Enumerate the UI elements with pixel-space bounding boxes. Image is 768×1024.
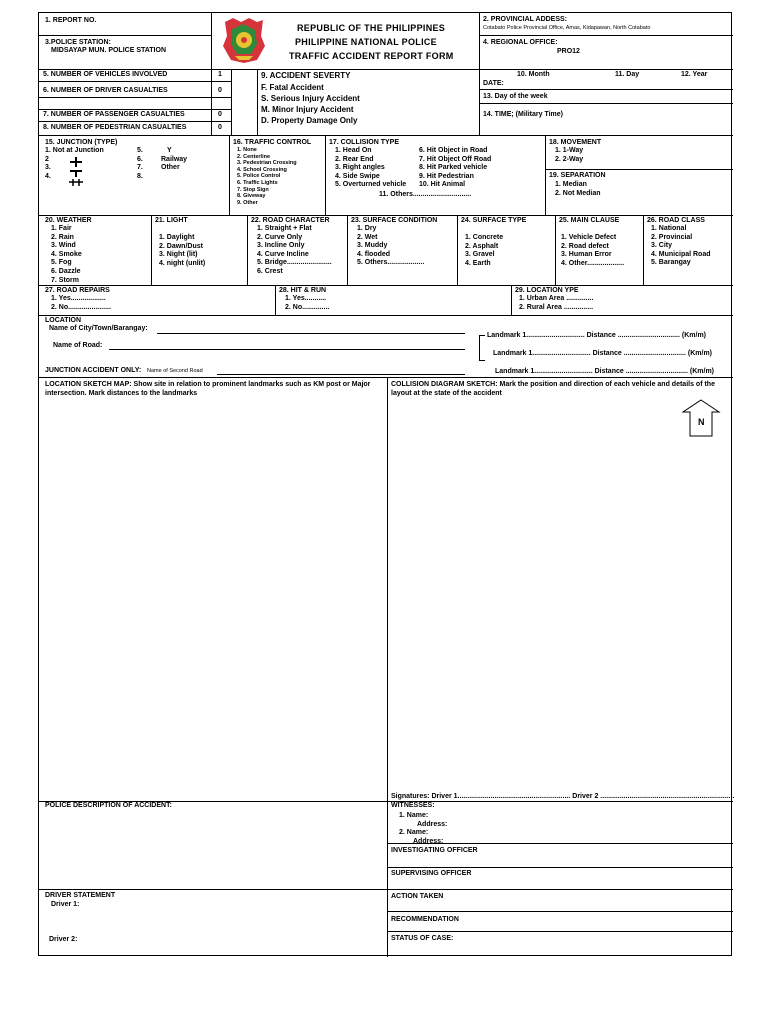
junction-item-label: Y [167, 147, 172, 154]
location-sketch-map-label: LOCATION SKETCH MAP: Show site in relation to prominent landmarks such as KM post or Major intersection. Mark distances to the landmarks [45, 381, 371, 397]
police-description-label: POLICE DESCRIPTION OF ACCIDENT: [45, 802, 172, 809]
vehicles-involved-label: 5. NUMBER OF VEHICLES INVOLVED [43, 71, 168, 78]
junction-item-label: Other [161, 164, 180, 172]
road-character-title: 22. ROAD CHARACTER [251, 217, 330, 224]
surface-type-item: 2. Asphalt [465, 242, 499, 250]
junction-item-num: 5. [137, 147, 143, 154]
junction-type-title: 15. JUNCTION (TYPE) [45, 139, 118, 146]
road-repairs-item: 2. No...................... [51, 303, 111, 311]
light-item: 2. Dawn/Dust [159, 242, 203, 250]
collision-item: 10. Hit Animal [419, 181, 466, 189]
regional-office-label: 4. REGIONAL OFFICE: [483, 39, 558, 46]
status-of-case-label: STATUS OF CASE: [391, 935, 454, 942]
north-label: N [698, 417, 705, 427]
road-name-label: Name of Road: [53, 342, 103, 349]
investigating-officer-label: INVESTIGATING OFFICER [391, 847, 478, 854]
collision-item: 6. Hit Object in Road [419, 147, 488, 154]
road-class-item: 1. National [651, 225, 687, 232]
day-of-week-label: 13. Day of the week [483, 93, 548, 100]
weather-item: 3. Wind [51, 242, 76, 250]
movement-item: 1. 1-Way [555, 147, 584, 154]
accident-severity-title: 9. ACCIDENT SEVERTY [261, 71, 351, 80]
main-clause-list [561, 234, 624, 268]
witness-2-address: Address: [413, 838, 444, 845]
surface-condition-item: 3. Muddy [357, 242, 388, 250]
police-station-label: 3.POLICE STATION: [45, 39, 111, 46]
hit-run-list [285, 295, 329, 312]
junction-item: 2 [45, 155, 49, 163]
collision-item: 3. Right angles [335, 164, 385, 172]
light-item: 1. Daylight [159, 234, 195, 241]
collision-type-list-left [335, 147, 406, 190]
weather-item: 2. Rain [51, 233, 74, 241]
separation-list [555, 181, 601, 198]
surface-condition-item: 1. Dry [357, 225, 377, 232]
road-repairs-list [51, 295, 111, 312]
location-type-title: 29. LOCATION YPE [515, 287, 579, 294]
police-station-value: MIDSAYAP MUN. POLICE STATION [51, 47, 166, 54]
junction-accident-only-label: JUNCTION ACCIDENT ONLY: [45, 367, 142, 374]
surface-condition-item: 4. flooded [357, 250, 391, 258]
landmark-1-line-a: Landmark 1.............................. Distance ................................ (Km/m) [487, 332, 706, 339]
collision-diagram-area[interactable] [389, 401, 731, 787]
road-character-item: 4. Curve Incline [257, 250, 309, 258]
collision-type-list-right [419, 147, 491, 190]
surface-condition-list [357, 225, 424, 268]
road-character-item: 3. Incline Only [257, 242, 305, 250]
collision-item: 4. Side Swipe [335, 172, 380, 180]
landmark-bracket [479, 335, 485, 361]
day-label: 11. Day [615, 71, 640, 78]
road-class-item: 4. Municipal Road [651, 250, 711, 258]
pedestrian-casualties-value: 0 [218, 124, 222, 131]
provincial-address-value: Cotabato Police Provincial Office, Amas, Kidapawan, North Cotabato [483, 25, 651, 31]
year-label: 12. Year [681, 71, 708, 78]
junction-type-list-right [137, 147, 143, 181]
traffic-control-item: 5. Police Control [237, 173, 281, 180]
hit-run-item: 1. Yes........... [285, 295, 327, 302]
passenger-casualties-label: 7. NUMBER OF PASSENGER CASUALTIES [43, 111, 185, 118]
road-class-title: 26. ROAD CLASS [647, 217, 705, 224]
driver-casualties-label: 6. NUMBER OF DRIVER CASUALTIES [43, 87, 168, 94]
hit-run-item: 2. No.............. [285, 303, 330, 311]
junction-item-num: 6. [137, 155, 143, 163]
form-title-report: TRAFFIC ACCIDENT REPORT FORM [289, 51, 454, 61]
location-sketch-area[interactable] [41, 401, 385, 799]
surface-type-item: 3. Gravel [465, 251, 495, 259]
light-title: 21. LIGHT [155, 217, 188, 224]
witness-1-name: 1. Name: [399, 812, 429, 819]
junction-diagrams-icon [67, 157, 85, 187]
time-label: 14. TIME; (Military Time) [483, 111, 563, 118]
surface-type-item: 1. Concrete [465, 234, 504, 241]
passenger-casualties-value: 0 [218, 111, 222, 118]
driver-casualties-value: 0 [218, 87, 222, 94]
junction-item-num: 7. [137, 164, 143, 172]
recommendation-label: RECOMMENDATION [391, 916, 459, 923]
junction-item: 1. Not at Junction [45, 147, 104, 154]
city-town-label: Name of City/Town/Barangay: [49, 325, 148, 332]
traffic-control-item: 8. Giveway [237, 193, 266, 200]
road-repairs-title: 27. ROAD REPAIRS [45, 287, 110, 294]
landmark-1-line-b: Landmark 1.............................. Distance ................................ (Km/m) [493, 350, 712, 357]
road-character-item: 2. Curve Only [257, 233, 303, 241]
road-repairs-item: 1. Yes.................. [51, 295, 106, 302]
collision-diagram-label: COLLISION DIAGRAM SKETCH: Mark the position and direction of each vehicle and details of the layout at the state of the accident [391, 381, 715, 397]
traffic-control-item: 3. Pedestrian Crossing [237, 160, 297, 167]
light-item: 3. Night (lit) [159, 251, 198, 259]
weather-list [51, 225, 82, 285]
collision-item: 8. Hit Parked vehicle [419, 164, 488, 172]
traffic-accident-report-form [38, 12, 735, 956]
month-label: 10. Month [517, 71, 550, 78]
surface-condition-item: 2. Wet [357, 233, 378, 241]
driver-signatures: Signatures: Driver 1.......................................................... Driver 2 ..................................................................... [391, 793, 735, 800]
traffic-control-title: 16. TRAFFIC CONTROL [233, 139, 312, 146]
surface-type-title: 24. SURFACE TYPE [461, 217, 527, 224]
traffic-control-item: 6. Traffic Lights [237, 179, 278, 186]
severity-property: D. Property Damage Only [261, 116, 358, 125]
junction-type-labels-right [161, 147, 187, 173]
location-type-item: 1. Urban Area .............. [519, 295, 594, 302]
weather-item: 1. Fair [51, 225, 72, 232]
witness-1-address: Address: [417, 821, 448, 828]
road-character-list [257, 225, 332, 277]
collision-others: 11. Others.............................. [379, 191, 472, 198]
main-clause-item: 1. Vehicle Defect [561, 234, 617, 241]
vehicles-involved-value: 1 [218, 71, 222, 78]
separation-title: 19. SEPARATION [549, 172, 606, 179]
junction-item-label: Railway [161, 155, 188, 163]
witness-2-name: 2. Name: [399, 829, 429, 836]
severity-fatal: F. Fatal Accident [261, 83, 324, 92]
movement-list [555, 147, 583, 164]
driver-2-statement: Driver 2: [49, 936, 78, 943]
collision-item: 9. Hit Pedestrian [419, 172, 474, 180]
main-clause-item: 4. Other................... [561, 259, 625, 267]
supervising-officer-label: SUPERVISING OFFICER [391, 870, 472, 877]
main-clause-item: 3. Human Error [561, 251, 612, 259]
junction-item: 3. [45, 164, 51, 172]
traffic-control-item: 7. Stop Sign [237, 186, 269, 193]
collision-item: 5. Overturned vehicle [335, 181, 407, 189]
location-type-list [519, 295, 593, 312]
collision-item: 7. Hit Object Off Road [419, 155, 492, 163]
main-clause-title: 25. MAIN CLAUSE [559, 217, 620, 224]
separation-item: 2. Not Median [555, 189, 601, 197]
road-character-item: 5. Bridge....................... [257, 259, 332, 267]
action-taken-label: ACTION TAKEN [391, 893, 444, 900]
form-title-pnp: PHILIPPINE NATIONAL POLICE [295, 37, 437, 47]
date-label: DATE: [483, 80, 504, 87]
collision-type-title: 17. COLLISION TYPE [329, 139, 400, 146]
road-class-item: 2. Provincial [651, 233, 693, 241]
traffic-control-item: 4. School Crossing [237, 166, 287, 173]
road-character-item: 1. Straight + Flat [257, 225, 312, 232]
location-type-item: 2. Rural Area ............... [519, 303, 594, 311]
road-class-item: 5. Barangay [651, 259, 691, 267]
severity-minor: M. Minor Injury Accident [261, 105, 354, 114]
pedestrian-casualties-label: 8. NUMBER OF PEDESTRIAN CASUALTIES [43, 124, 187, 131]
provincial-address-label: 2. PROVINCIAL ADDESS: [483, 16, 568, 23]
surface-type-item: 4. Earth [465, 259, 491, 267]
driver-statement-label: DRIVER STATEMENT [45, 892, 116, 899]
witnesses-label: WITNESSES: [391, 802, 435, 809]
landmark-1-line-c: Landmark 1.............................. Distance ................................ (Km/m) [495, 368, 714, 375]
report-no-label: 1. REPORT NO. [45, 17, 97, 24]
road-class-item: 3. City [651, 242, 673, 250]
separation-item: 1. Median [555, 181, 587, 188]
movement-item: 2. 2-Way [555, 155, 584, 163]
pnp-seal-logo [221, 16, 267, 64]
traffic-control-item: 1. None [237, 147, 257, 153]
weather-title: 20. WEATHER [45, 217, 92, 224]
surface-condition-title: 23. SURFACE CONDITION [351, 217, 438, 224]
weather-item: 7. Storm [51, 276, 80, 284]
junction-item-num: 8. [137, 172, 143, 180]
collision-item: 2. Rear End [335, 155, 374, 163]
road-character-item: 6. Crest [257, 267, 283, 275]
traffic-control-item: 2. Centerline [237, 153, 271, 160]
main-clause-item: 2. Road defect [561, 242, 609, 250]
hit-run-title: 28. HIT & RUN [279, 287, 327, 294]
weather-item: 6. Dazzle [51, 267, 81, 275]
weather-item: 4. Smoke [51, 250, 82, 258]
collision-item: 1. Head On [335, 147, 372, 154]
light-item: 4. night (unlit) [159, 259, 206, 267]
weather-item: 5. Fog [51, 259, 72, 267]
second-road-label: Name of Second Road [147, 368, 203, 374]
severity-serious: S. Serious Injury Accident [261, 94, 360, 103]
regional-office-value: PRO12 [557, 48, 580, 55]
light-list [159, 234, 205, 268]
junction-item: 4. [45, 172, 51, 180]
traffic-control-item: 9. Other [237, 199, 258, 206]
surface-condition-item: 5. Others................... [357, 259, 425, 267]
movement-title: 18. MOVEMENT [549, 139, 602, 146]
surface-type-list [465, 234, 503, 268]
traffic-control-list [237, 147, 297, 206]
driver-1-statement: Driver 1: [51, 901, 80, 908]
location-title: LOCATION [45, 317, 82, 324]
road-class-list [651, 225, 711, 268]
form-title-republic: REPUBLIC OF THE PHILIPPINES [297, 23, 446, 33]
police-description-area[interactable] [41, 811, 385, 887]
